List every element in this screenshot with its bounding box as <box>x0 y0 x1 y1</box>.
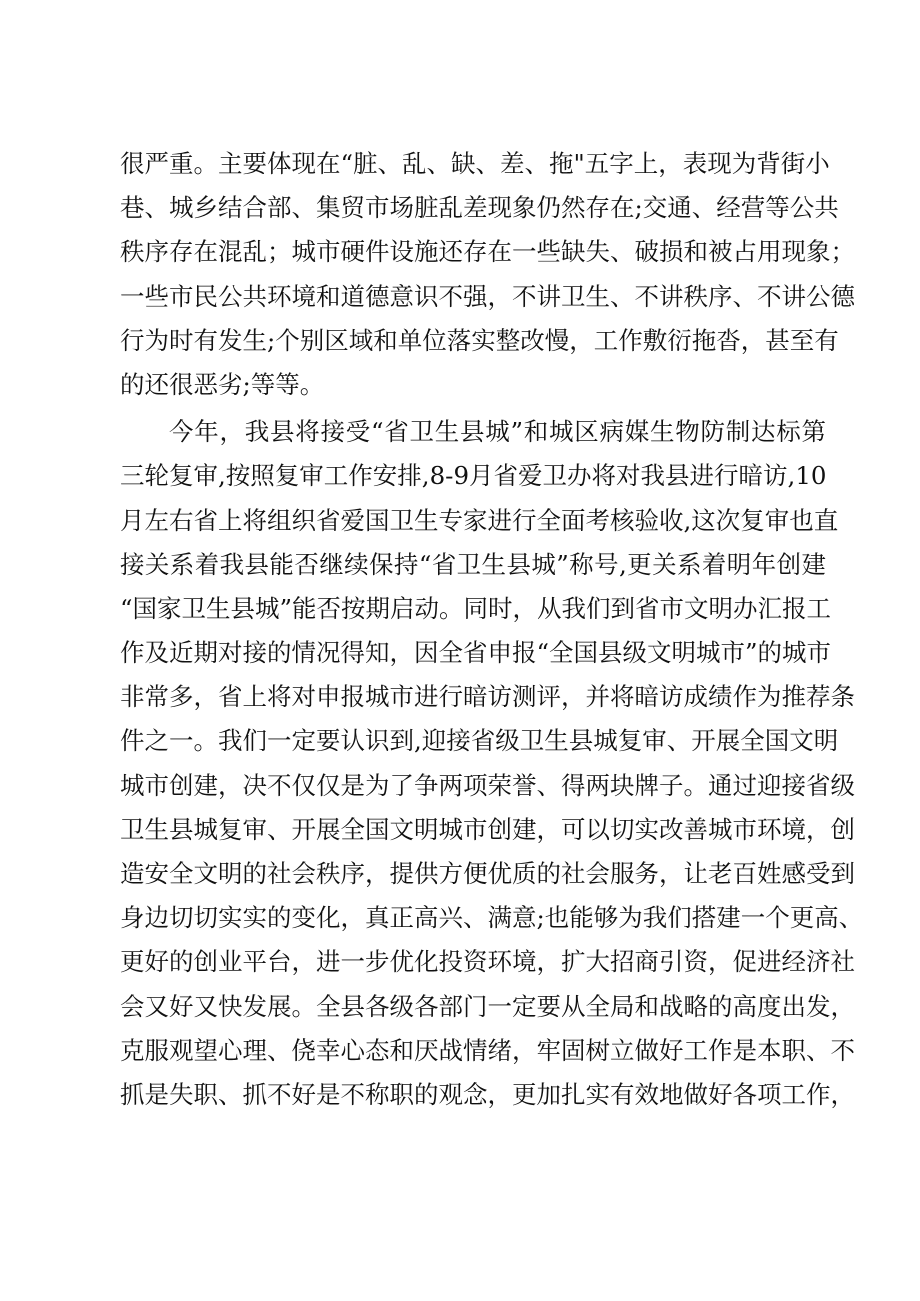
paragraph-line: 会又好又快发展。全县各级各部门一定要从全局和战略的高度出发， <box>120 991 855 1021</box>
paragraph-line: 城市创建，决不仅仅是为了争两项荣誉、得两块牌子。通过迎接省级 <box>120 770 855 800</box>
paragraph-line: 作及近期对接的情况得知，因全省申报“全国县级文明城市”的城市 <box>120 638 832 668</box>
paragraph-line: 克服观望心理、侥幸心态和厌战情绪，牢固树立做好工作是本职、不 <box>120 1035 855 1065</box>
paragraph-line: 巷、城乡结合部、集贸市场脏乱差现象仍然存在;交通、经营等公共 <box>120 193 839 223</box>
paragraph-2 <box>120 410 864 1117</box>
paragraph-line: “国家卫生县城”能否按期启动。同时，从我们到省市文明办汇报工 <box>120 593 832 623</box>
paragraph-line: 月左右省上将组织省爱国卫生专家进行全面考核验收,这次复审也直 <box>120 505 839 535</box>
paragraph-line: 接关系着我县能否继续保持“省卫生县城”称号,更关系着明年创建 <box>120 549 826 579</box>
paragraph-line: 三轮复审,按照复审工作安排,8-9月省爱卫办将对我县进行暗访,10 <box>120 461 827 491</box>
paragraph-line: 身边切切实实的变化，真正高兴、满意;也能够为我们搭建一个更高、 <box>120 903 864 933</box>
paragraph-line: 很严重。主要体现在“脏、乱、缺、差、拖"五字上，表现为背街小 <box>120 149 830 178</box>
paragraph-1 <box>120 142 855 407</box>
paragraph-line: 一些市民公共环境和道德意识不强，不讲卫生、不讲秩序、不讲公德 <box>120 281 855 311</box>
paragraph-line: 的还很恶劣;等等。 <box>120 369 325 399</box>
paragraph-line: 抓是失职、抓不好是不称职的观念，更加扎实有效地做好各项工作， <box>120 1079 855 1109</box>
paragraph-line: 非常多，省上将对申报城市进行暗访测评，并将暗访成绩作为推荐条 <box>120 682 855 712</box>
paragraph-line: 秩序存在混乱；城市硬件设施还存在一些缺失、破损和被占用现象； <box>120 237 855 267</box>
paragraph-line: 件之一。我们一定要认识到,迎接省级卫生县城复审、开展全国文明 <box>120 726 839 756</box>
paragraph-line: 今年，我县将接受“省卫生县城”和城区病媒生物防制达标第 <box>169 417 826 447</box>
paragraph-line: 更好的创业平台，进一步优化投资环境，扩大招商引资，促进经济社 <box>120 947 855 977</box>
paragraph-line: 卫生县城复审、开展全国文明城市创建，可以切实改善城市环境，创 <box>120 814 855 844</box>
paragraph-line: 行为时有发生;个别区域和单位落实整改慢，工作敷衍拖沓，甚至有 <box>120 325 839 355</box>
document-body <box>120 142 864 1117</box>
paragraph-line: 造安全文明的社会秩序，提供方便优质的社会服务，让老百姓感受到 <box>120 859 855 888</box>
